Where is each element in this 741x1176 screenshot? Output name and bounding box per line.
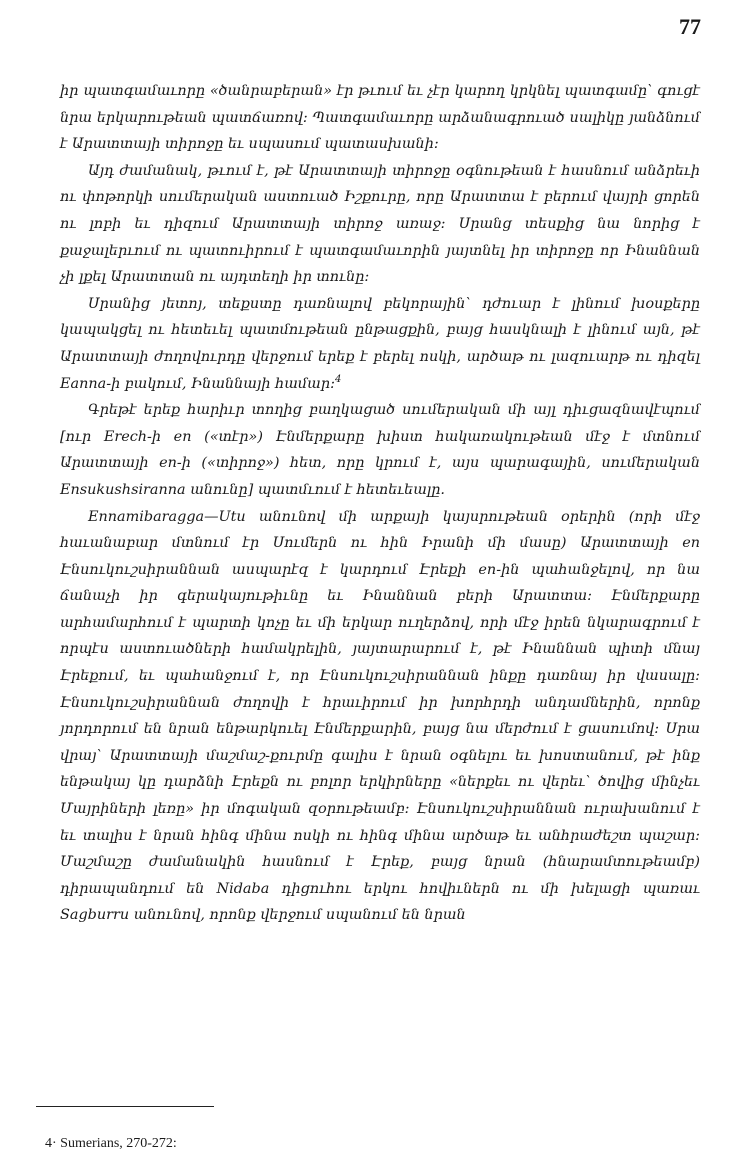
paragraph: Այդ ժամանակ, թւում է, թէ Արատտայի տիրոջը օգնութեան է հասնում անձրեւի ու փոթորկի սումերական աստուած Իշքուրը, որը Արատտա է բերում վայրի ցորեն ու լոբի եւ դիզում Արատտայի տիրոջ առաջ: Սրանց տեսքից նա նորից է քաջալերւում ու պատուիրում է պատգամաւորին յայտնել իր տիրոջը որ Ինաննան չի լքել Արատտան ու այդտեղի իր տունը:: [60, 162, 700, 286]
body-text: [60, 78, 700, 929]
paragraph-with-footnote: [60, 291, 700, 397]
footnote: 4· Sumerians, 270-272:: [45, 1136, 177, 1151]
paragraph-text: Սրանից յետոյ, տեքստը դառնալով բեկորային՝ դժուար է լինում խօսքերը կապակցել ու հետեւել պատմութեան ընթացքին, բայց հասկնալի է լինում այն, թէ Արատտայի ժողովուրդը վերջում երեք է բերել ոսկի, արծաթ ու լազուարթ ու դիզել Eanna-ի բակում, Ինաննայի համար:: [60, 295, 700, 392]
footnote-rule: [36, 1106, 214, 1107]
paragraph: Ennamibaragga—Utu անունով մի արքայի կայսրութեան օրերին (որի մէջ հաւանաբար մտնում էր Սումերն ու հին Իրանի մի մասը) Արատտայի en Էնսուկուշսիրաննան ասպարէզ է կարդում Էրեքի en-ին պահանջելով, որ նա ճանաչի իր գերակայութիւնը եւ Ինաննան բերի Արատտա: Էնմերքարը արհամարհում է պարտի կոչը եւ մի երկար ուղերձով, որի մէջ իրեն նկարագրում է որպէս աստուածների համակրելին, յայտարարում է, թէ Ինաննան պիտի մնայ Էրեքում, եւ պահանջում է, որ Էնսուկուշսիրաննան ինքը դառնայ իր վասալը: Էնսուկուշսիրաննան ժողովի է հրաւիրում իր խորհրդի անդամներին, որոնք յորդորում են նրան ենթարկուել Էնմերքարին, բայց նա մերժում է ցասումով: Սրա վրայ՝ Արատտայի մաշմաշ-քուրմը գալիս է նրան օգնելու եւ խոստանում, թէ ինք ենթակայ կը դարձնի Էրեքն ու բոլոր երկիրները «ներքեւ ու վերեւ՝ ծովից մինչեւ Մայրիների լեռը» իր մոգական զօրութեամբ: Էնսուկուշսիրաննան ուրախանում է եւ տալիս է նրան հինգ մինա ոսկի ու հինգ մինա արծաթ եւ անհրաժեշտ պաշար: Մաշմաշը ժամանակին հասնում է Էրեք, բայց նրան (հնարամտութեամբ) դիրապանդում են Nidaba դիցուհու երկու հովիւներն ու մի խելացի պառաւ Sagburru անունով, որոնք վերջում սպանում են նրան: [60, 508, 700, 924]
footnote-marker: 4: [334, 373, 342, 385]
paragraph: Գրեթէ երեք հարիւր տողից բաղկացած սումերական մի այլ դիւցազնավէպում [ուր Erech-ի en («տէր») Էնմերքարը խիստ հակառակութեան մէջ է մտնում Արատտայի en-ի («տիրոջ») հետ, որը կրում է, այս պարագային, սումերական Ensukushsiranna անունը] պատմւում է հետեւեալը.: [60, 402, 700, 498]
paragraph: իր պատգամաւորը «ծանրաբերան» էր թւում եւ չէր կարող կրկնել պատգամը՝ գուցէ նրա երկարութեան պատճառով: Պատգամաւորը արձանագրուած սալիկը յանձնում է Արատտայի տիրոջը եւ սպասում պատասխանի:: [60, 83, 700, 153]
page-number: 77: [679, 14, 701, 39]
